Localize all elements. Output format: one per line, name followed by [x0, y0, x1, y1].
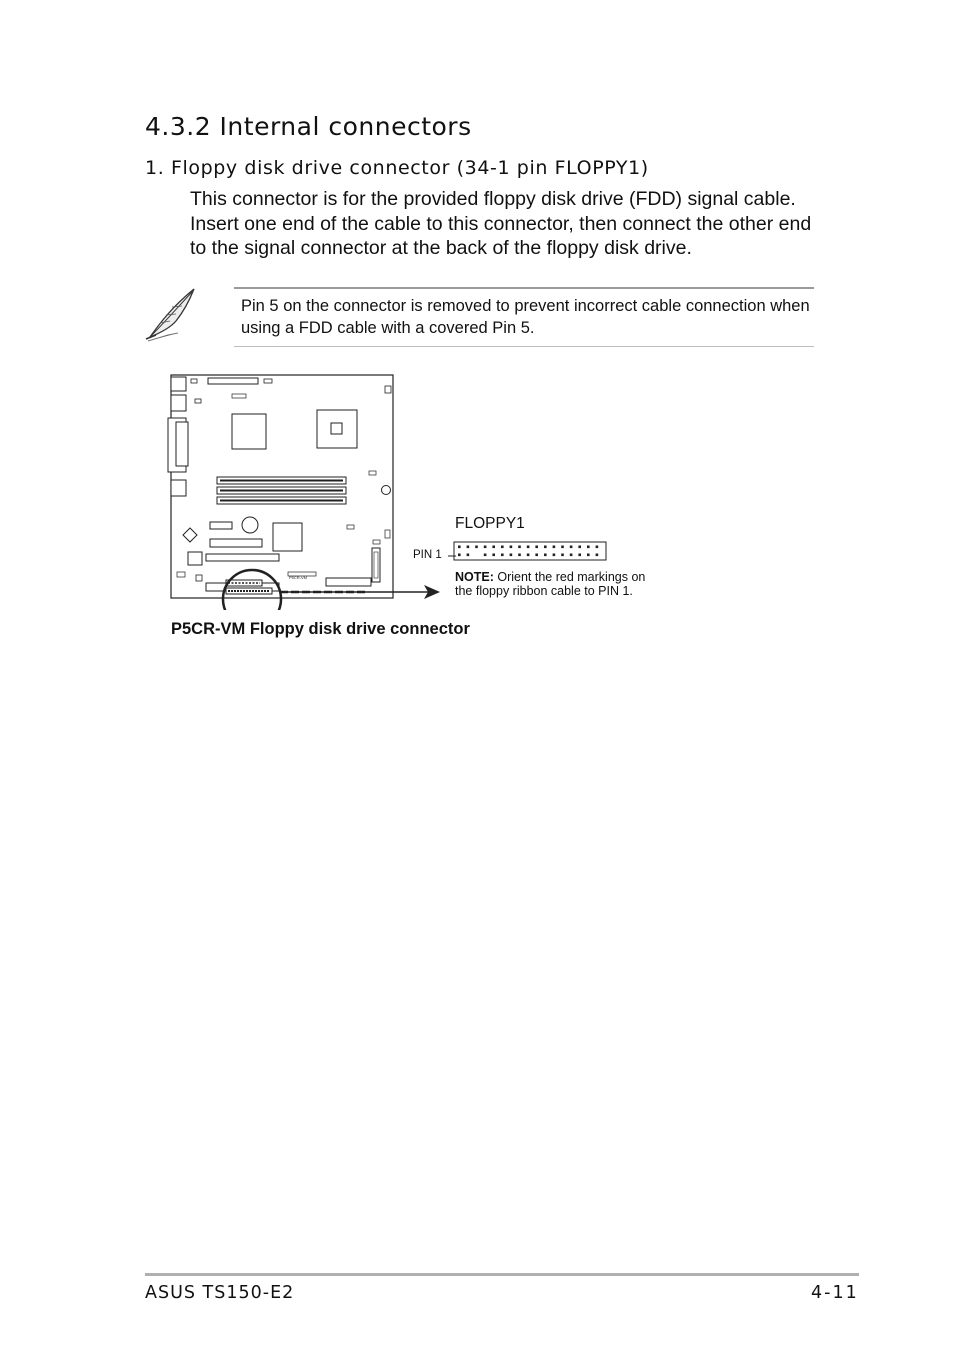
connector-pin [596, 546, 599, 549]
body-paragraph: This connector is for the provided floppy disk drive (FDD) signal cable. Insert one end of the cable to this connector, then connect the other end to the signal connector at the back of the floppy disk drive. [190, 188, 812, 259]
connector-pin [527, 554, 530, 557]
note-divider-bottom [234, 346, 814, 347]
connector-pin [587, 554, 590, 557]
connector-pin [467, 554, 470, 557]
connector-pin [527, 546, 530, 549]
connector-pin [561, 554, 564, 557]
connector-pin [596, 554, 599, 557]
note-line-2: the floppy ribbon cable to PIN 1. [455, 583, 633, 598]
connector-pin [458, 546, 461, 549]
section-title: 4.3.2 Internal connectors [145, 112, 472, 141]
footer-product: ASUS TS150-E2 [145, 1283, 295, 1303]
connector-pin [518, 554, 521, 557]
motherboard-layout-diagram [160, 370, 460, 610]
connector-pin [535, 554, 538, 557]
connector-pin [553, 546, 556, 549]
footer-page-number: 4-11 [811, 1283, 859, 1303]
feather-quill-icon [142, 285, 202, 345]
pin1-label: PIN 1 [413, 549, 442, 561]
connector-pin [501, 546, 504, 549]
connector-pin [484, 546, 487, 549]
connector-pin [518, 546, 521, 549]
connector-pin [570, 546, 573, 549]
connector-pin [458, 554, 461, 557]
note-bold-label: NOTE: [455, 570, 494, 584]
connector-pin [544, 546, 547, 549]
note-text: Pin 5 on the connector is removed to prevent incorrect cable connection when using a FDD cable with a covered Pin 5. [241, 297, 810, 337]
connector-pin [492, 554, 495, 557]
note-detail [455, 571, 645, 598]
connector-label: FLOPPY1 [455, 515, 525, 532]
connector-pin [475, 546, 478, 549]
connector-pin [561, 546, 564, 549]
connector-pin [578, 546, 581, 549]
connector-pin [535, 546, 538, 549]
connector-pin [467, 546, 470, 549]
figure-caption: P5CR-VM Floppy disk drive connector [171, 620, 470, 638]
note-divider-top [234, 287, 814, 289]
connector-pin [553, 554, 556, 557]
footer-divider [145, 1273, 859, 1276]
connector-pin [501, 554, 504, 557]
connector-pin [510, 546, 513, 549]
note-line-1: Orient the red markings on [493, 570, 646, 584]
connector-pin [587, 546, 590, 549]
item-heading: 1. Floppy disk drive connector (34-1 pin FLOPPY1) [145, 157, 649, 179]
connector-pin [570, 554, 573, 557]
connector-pin [510, 554, 513, 557]
connector-pin [492, 546, 495, 549]
connector-pin [544, 554, 547, 557]
board-silkscreen: P5CR-VM [289, 575, 308, 580]
connector-pin [484, 554, 487, 557]
connector-pin [578, 554, 581, 557]
floppy-connector-pins [448, 540, 613, 565]
